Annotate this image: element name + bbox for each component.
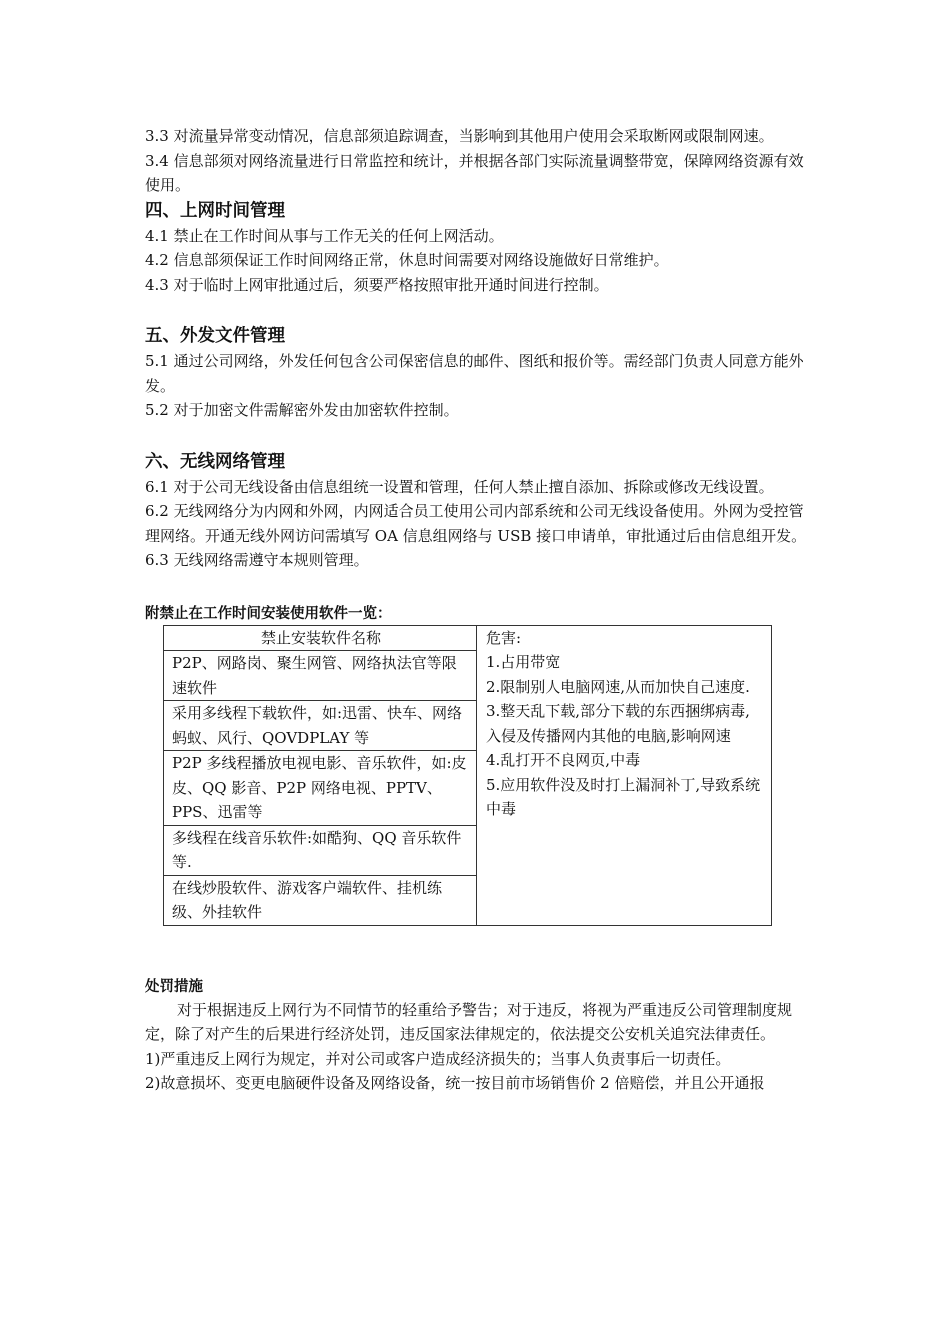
harm-header: 危害: — [486, 628, 522, 647]
item-4-1: 4.1 禁止在工作时间从事与工作无关的任何上网活动。 — [145, 226, 504, 245]
item-5-2: 5.2 对于加密文件需解密外发由加密软件控制。 — [145, 401, 459, 419]
harm-item: 3.整天乱下载,部分下载的东西捆绑病毒, — [486, 702, 750, 720]
software-cell: 多线程在线音乐软件:如酷狗、QQ 音乐软件等. — [164, 825, 477, 875]
item-3-3: 3.3 对流量异常变动情况，信息部须追踪调查，当影响到其他用户使用会采取断网或限制网速。 — [145, 127, 774, 145]
item-6-3: 6.3 无线网络需遵守本规则管理。 — [145, 551, 369, 569]
section-5-heading: 五、外发文件管理 — [145, 326, 285, 346]
item-4-3: 4.3 对于临时上网审批通过后，须要严格按照审批开通时间进行控制。 — [145, 275, 609, 294]
harm-item: 入侵及传播网内其他的电脑,影响网速 — [486, 726, 731, 745]
item-6-2: 6.2 无线网络分为内网和外网，内网适合员工使用公司内部系统和公司无线设备使用。外网为受控管理网络。开通无线外网访问需填写 OA 信息组网络与 USB 接口申请单，审批通过后由信息组开发。 — [145, 502, 807, 545]
software-cell: 采用多线程下载软件，如:迅雷、快车、网络蚂蚁、风行、QOVDPLAY 等 — [164, 701, 477, 751]
appendix-caption: 附禁止在工作时间安装使用软件一览： — [145, 605, 392, 622]
penalty-heading: 处罚措施 — [145, 978, 203, 995]
harm-item: 4.乱打开不良网页,中毒 — [486, 751, 641, 769]
software-cell: 在线炒股软件、游戏客户端软件、挂机练级、外挂软件 — [164, 875, 477, 925]
banned-software-table — [163, 625, 772, 926]
item-4-2: 4.2 信息部须保证工作时间网络正常，休息时间需要对网络设施做好日常维护。 — [145, 251, 669, 269]
software-cell: P2P、网路岗、聚生网管、网络执法官等限速软件 — [164, 651, 477, 701]
penalty-item-1: 1)严重违反上网行为规定，并对公司或客户造成经济损失的；当事人负责事后一切责任。 — [145, 1049, 731, 1068]
penalty-intro: 对于根据违反上网行为不同情节的轻重给予警告；对于违反，将视为严重违反公司管理制度规定，除了对产生的后果进行经济处罚，违反国家法律规定的，依法提交公安机关追究法律责任。 — [145, 1000, 793, 1043]
section-6-heading: 六、无线网络管理 — [145, 451, 285, 472]
item-3-4: 3.4 信息部须对网络流量进行日常监控和统计，并根据各部门实际流量调整带宽，保障网络资源有效使用。 — [145, 151, 804, 194]
software-name-header: 禁止安装软件名称 — [164, 625, 477, 651]
harm-item: 1.占用带宽 — [486, 653, 561, 671]
harm-item: 5.应用软件没及时打上漏洞补丁,导致系统中毒 — [486, 775, 761, 818]
document-page — [145, 124, 810, 1096]
harm-cell — [477, 625, 772, 925]
item-5-1: 5.1 通过公司网络，外发任何包含公司保密信息的邮件、图纸和报价等。需经部门负责人同意方能外发。 — [145, 352, 804, 395]
harm-item: 2.限制别人电脑网速,从而加快自己速度. — [486, 677, 750, 696]
table-header-row — [164, 625, 772, 651]
item-6-1: 6.1 对于公司无线设备由信息组统一设置和管理，任何人禁止擅自添加、拆除或修改无线设置。 — [145, 477, 774, 496]
penalty-item-2: 2)故意损坏、变更电脑硬件设备及网络设备，统一按目前市场销售价 2 倍赔偿，并且公开通报 — [145, 1074, 765, 1092]
section-4-heading: 四、上网时间管理 — [145, 200, 285, 221]
software-cell: P2P 多线程播放电视电影、音乐软件，如:皮皮、QQ 影音、P2P 网络电视、PPTV、PPS、迅雷等 — [164, 751, 477, 826]
